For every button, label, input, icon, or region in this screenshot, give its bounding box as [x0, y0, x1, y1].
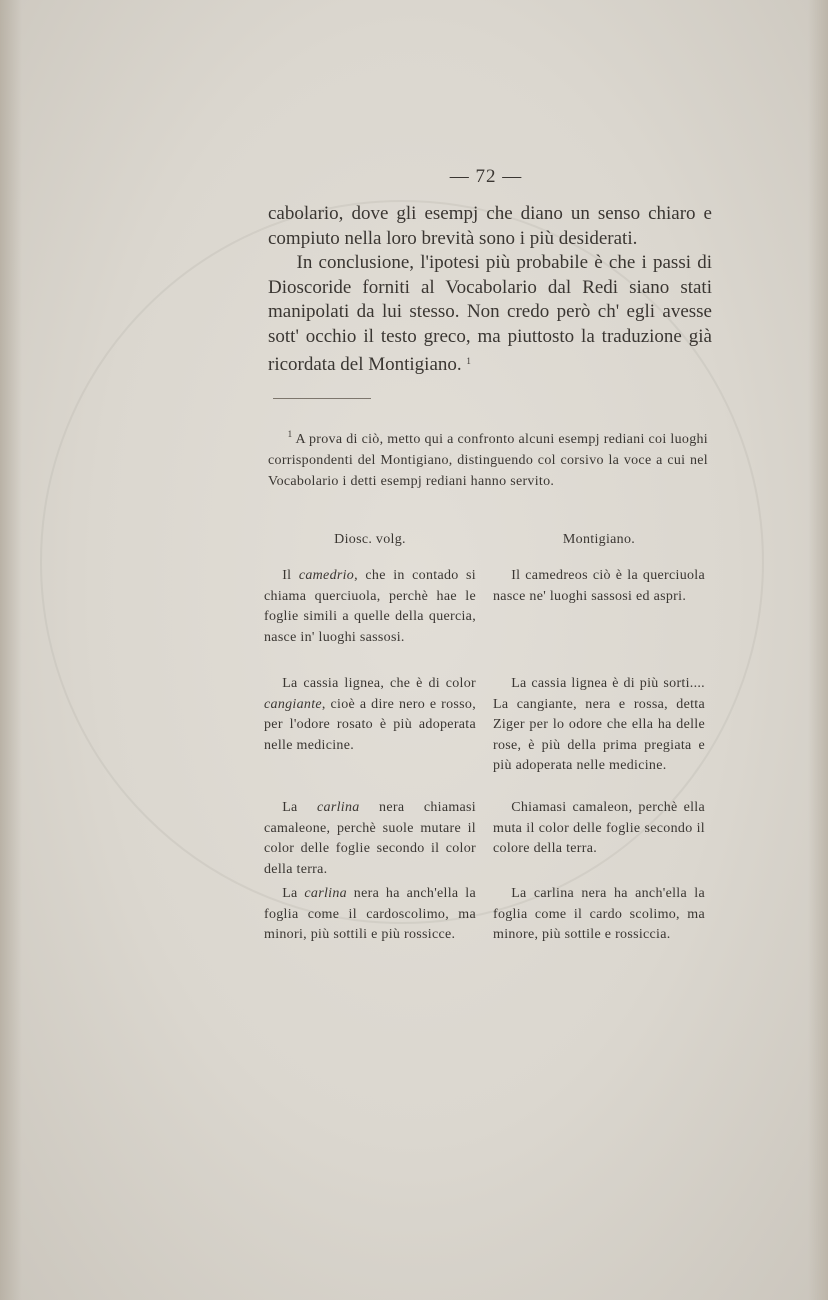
page-edge-right [808, 0, 828, 1300]
footnote [268, 424, 708, 492]
left-entry-2-pre: La cassia lignea, che è di color [282, 676, 476, 691]
left-entry-3-post: nera chiamasi camaleone, perchè suole mutare il color delle foglie secondo il color della terra. [264, 800, 476, 877]
left-entry-4-pre: La [282, 886, 305, 901]
paragraph-2-text: In conclusione, l'ipotesi più probabile è che i passi di Dioscoride forniti al Vocabolario dal Redi siano stati manipolati da lui stesso. Non credo però ch' egli avesse sott' occhio il testo greco, ma piuttosto la traduzione già ricordata del Montigiano. [268, 252, 712, 375]
right-entry-3: Chiamasi camaleon, perchè ella muta il color delle foglie secondo il colore della terra. [493, 800, 705, 856]
left-entry-3-term: carlina [317, 800, 360, 815]
left-entry-4-term: carlina [304, 886, 347, 901]
main-text [268, 202, 712, 378]
footnote-divider [273, 398, 371, 399]
left-entry-4-post: nera ha anch'ella la foglia come il cardoscolimo, ma minori, più sottili e più rossicce. [264, 886, 476, 942]
footnote-text: A prova di ciò, metto qui a confronto alcuni esempj rediani coi luoghi corrispondenti del Montigiano, distinguendo col corsivo la voce a cui nel Vocabolario i detti esempj rediani hanno servito. [268, 432, 708, 489]
left-entry-2 [264, 674, 476, 756]
footnote-marker: 1 [287, 429, 293, 439]
right-entry-1: Il camedreos ciò è la querciuola nasce ne' luoghi sassosi ed aspri. [493, 568, 705, 604]
left-entry-1-post: , che in contado si chiama querciuola, perchè hae le foglie simili a quelle della quercia, nasce in' luoghi sassosi. [264, 568, 476, 645]
left-entry-1 [264, 566, 476, 648]
left-entry-3-pre: La [282, 800, 318, 815]
left-entry-3 [264, 798, 476, 880]
column-heading-right: Montigiano. [562, 532, 636, 547]
left-entry-1-term: camedrio [298, 568, 355, 583]
column-heading-left: Diosc. volg. [334, 532, 406, 547]
left-entry-2-post: , cioè a dire nero e rosso, per l'odore rosato è più adoperata nelle medicine. [264, 696, 476, 753]
paragraph-2 [268, 251, 712, 378]
page-edge-left [0, 0, 22, 1300]
left-entry-4 [264, 884, 476, 946]
footnote-reference: 1 [466, 356, 471, 366]
paragraph-1: cabolario, dove gli esempj che diano un senso chiaro e compiuto nella loro brevità sono i più desiderati. [268, 203, 712, 249]
page-number: — 72 — [449, 166, 523, 187]
left-entry-1-pre: Il [282, 568, 299, 583]
left-entry-2-term: cangiante [264, 696, 322, 712]
right-entry-2: La cassia lignea è di più sorti.... La cangiante, nera e rossa, detta Ziger per lo odore che ella ha delle rose, è più della prima pregiata e più adoperata nelle medicine. [493, 676, 705, 773]
right-entry-4: La carlina nera ha anch'ella la foglia come il cardo scolimo, ma minore, più sottile e rossiccia. [493, 886, 705, 942]
